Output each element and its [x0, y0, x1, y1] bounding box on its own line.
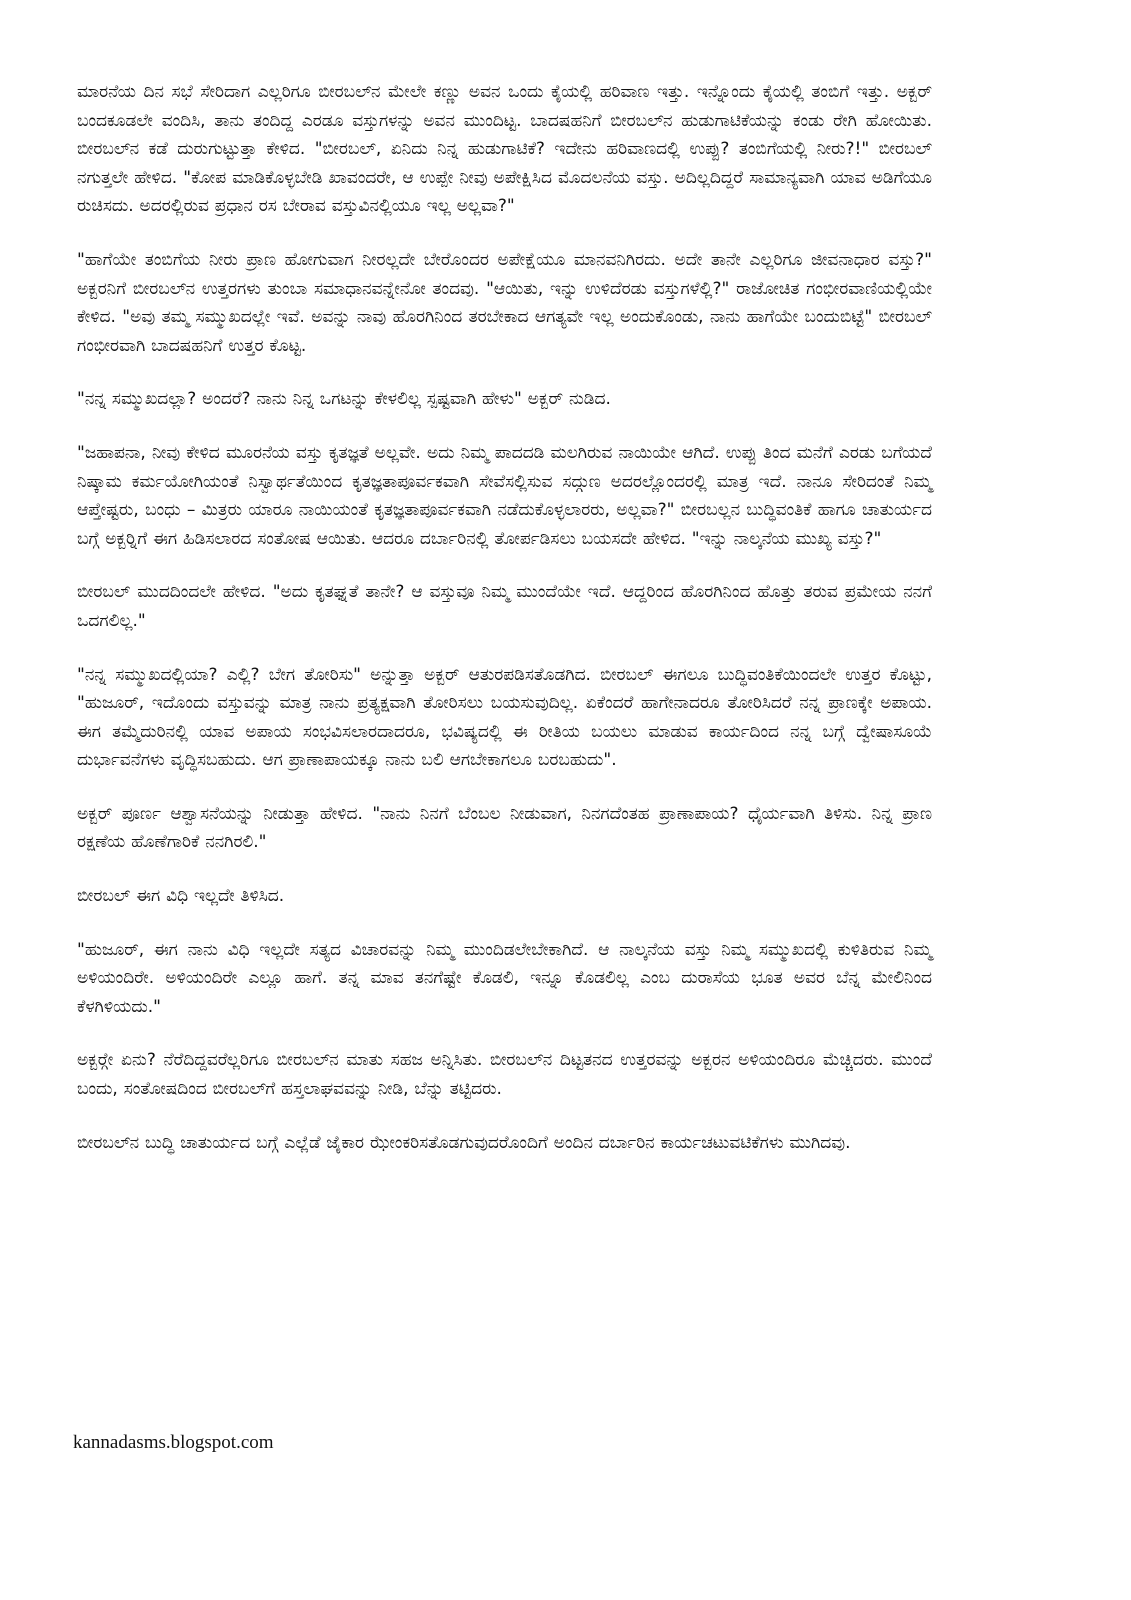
paragraph: "ಹುಜೂರ್, ಈಗ ನಾನು ವಿಧಿ ಇಲ್ಲದೇ ಸತ್ಯದ ವಿಚಾರವನ್ನು ನಿಮ್ಮ ಮುಂದಿಡಲೇಬೇಕಾಗಿದೆ. ಆ ನಾಲ್ಕನೆಯ ವಸ್ತು ನಿಮ್ಮ ಸಮ್ಮುಖದಲ್ಲಿ ಕುಳಿತಿರುವ ನಿಮ್ಮ ಅಳಿಯಂದಿರೇ. ಅಳಿಯಂದಿರೇ ಎಲ್ಲೂ ಹಾಗೆ. ತನ್ನ ಮಾವ ತನಗೆಷ್ಟೇ ಕೊಡಲಿ, ಇನ್ನೂ ಕೊಡಲಿಲ್ಲ ಎಂಬ ದುರಾಸೆಯ ಭೂತ ಅವರ ಬೆನ್ನ ಮೇಲಿನಿಂದ ಕೆಳಗಿಳಿಯದು." — [77, 939, 932, 1017]
paragraph: "ಜಹಾಪನಾ, ನೀವು ಕೇಳಿದ ಮೂರನೆಯ ವಸ್ತು ಕೃತಜ್ಞತೆ ಅಲ್ಲವೇ. ಅದು ನಿಮ್ಮ ಪಾದದಡಿ ಮಲಗಿರುವ ನಾಯಿಯೇ ಆಗಿದೆ. ಉಪ್ಪು ತಿಂದ ಮನೆಗೆ ಎರಡು ಬಗೆಯದೆ ನಿಷ್ಕಾಮ ಕರ್ಮಯೋಗಿಯಂತೆ ನಿಸ್ವಾರ್ಥತೆಯಿಂದ ಕೃತಜ್ಞತಾಪೂರ್ವಕವಾಗಿ ಸೇವೆಸಲ್ಲಿಸುವ ಸದ್ಗುಣ ಅದರಲ್ಲೊಂದರಲ್ಲಿ ಮಾತ್ರ ಇದೆ. ನಾನೂ ಸೇರಿದಂತೆ ನಿಮ್ಮ ಆಪ್ತೇಷ್ಟರು, ಬಂಧು – ಮಿತ್ರರು ಯಾರೂ ನಾಯಿಯಂತೆ ಕೃತಜ್ಞತಾಪೂರ್ವಕವಾಗಿ ನಡೆದುಕೊಳ್ಳಲಾರರು, ಅಲ್ಲವಾ?" ಬೀರಬಲ್ಲನ ಬುದ್ಧಿವಂತಿಕೆ ಹಾಗೂ ಚಾತುರ್ಯದ ಬಗ್ಗೆ ಅಕ್ಬರ್‍ನಿಗೆ ಈಗ ಹಿಡಿಸಲಾರದ ಸಂತೋಷ ಆಯಿತು. ಆದರೂ ದರ್ಬಾರಿನಲ್ಲಿ ತೋರ್ಪಡಿಸಲು ಬಯಸದೇ ಹೇಳಿದ. "ಇನ್ನು ನಾಲ್ಕನೆಯ ಮುಖ್ಯ ವಸ್ತು?" — [77, 442, 932, 549]
footer-source-link: kannadasms.blogspot.com — [73, 1432, 274, 1453]
paragraph: ಅಕ್ಬರ್ ಪೂರ್ಣ ಆಶ್ವಾಸನೆಯನ್ನು ನೀಡುತ್ತಾ ಹೇಳಿದ. "ನಾನು ನಿನಗೆ ಬೆಂಬಲ ನೀಡುವಾಗ, ನಿನಗದೆಂತಹ ಪ್ರಾಣಾಪಾಯ? ಧೈರ್ಯವಾಗಿ ತಿಳಿಸು. ನಿನ್ನ ಪ್ರಾಣ ರಕ್ಷಣೆಯ ಹೊಣೆಗಾರಿಕೆ ನನಗಿರಲಿ." — [77, 803, 932, 853]
paragraph: ಮಾರನೆಯ ದಿನ ಸಭೆ ಸೇರಿದಾಗ ಎಲ್ಲರಿಗೂ ಬೀರಬಲ್‍ನ ಮೇಲೇ ಕಣ್ಣು ಅವನ ಒಂದು ಕೈಯಲ್ಲಿ ಹರಿವಾಣ ಇತ್ತು. ಇನ್ನೊಂದು ಕೈಯಲ್ಲಿ ತಂಬಿಗೆ ಇತ್ತು. ಅಕ್ಬರ್ ಬಂದಕೂಡಲೇ ವಂದಿಸಿ, ತಾನು ತಂದಿದ್ದ ಎರಡೂ ವಸ್ತುಗಳನ್ನು ಅವನ ಮುಂದಿಟ್ಟ. ಬಾದಷಹನಿಗೆ ಬೀರಬಲ್‍ನ ಹುಡುಗಾಟಿಕೆಯನ್ನು ಕಂಡು ರೇಗಿ ಹೋಯಿತು. ಬೀರಬಲ್‍ನ ಕಡೆ ದುರುಗುಟ್ಟುತ್ತಾ ಕೇಳಿದ. "ಬೀರಬಲ್, ಏನಿದು ನಿನ್ನ ಹುಡುಗಾಟಿಕೆ? ಇದೇನು ಹರಿವಾಣದಲ್ಲಿ ಉಪ್ಪು? ತಂಬಿಗೆಯಲ್ಲಿ ನೀರು?!" ಬೀರಬಲ್ ನಗುತ್ತಲೇ ಹೇಳಿದ. "ಕೋಪ ಮಾಡಿಕೊಳ್ಳಬೇಡಿ ಖಾವಂದರೇ, ಆ ಉಪ್ಪೇ ನೀವು ಅಪೇಕ್ಷಿಸಿದ ಮೊದಲನೆಯ ವಸ್ತು. ಅದಿಲ್ಲದಿದ್ದರೆ ಸಾಮಾನ್ಯವಾಗಿ ಯಾವ ಅಡಿಗೆಯೂ ರುಚಿಸದು. ಅದರಲ್ಲಿರುವ ಪ್ರಧಾನ ರಸ ಬೇರಾವ ವಸ್ತುವಿನಲ್ಲಿಯೂ ಇಲ್ಲ ಅಲ್ಲವಾ?" — [77, 82, 932, 217]
paragraph: "ನನ್ನ ಸಮ್ಮುಖದಲ್ಲಿಯಾ? ಎಲ್ಲಿ? ಬೇಗ ತೋರಿಸು" ಅನ್ನುತ್ತಾ ಅಕ್ಬರ್ ಆತುರಪಡಿಸತೊಡಗಿದ. ಬೀರಬಲ್ ಈಗಲೂ ಬುದ್ಧಿವಂತಿಕೆಯಿಂದಲೇ ಉತ್ತರ ಕೊಟ್ಟು, "ಹುಜೂರ್, ಇದೊಂದು ವಸ್ತುವನ್ನು ಮಾತ್ರ ನಾನು ಪ್ರತ್ಯಕ್ಷವಾಗಿ ತೋರಿಸಲು ಬಯಸುವುದಿಲ್ಲ. ಏಕೆಂದರೆ ಹಾಗೇನಾದರೂ ತೋರಿಸಿದರೆ ನನ್ನ ಪ್ರಾಣಕ್ಕೇ ಅಪಾಯ. ಈಗ ತಮ್ಮೆದುರಿನಲ್ಲಿ ಯಾವ ಅಪಾಯ ಸಂಭವಿಸಲಾರದಾದರೂ, ಭವಿಷ್ಯದಲ್ಲಿ ಈ ರೀತಿಯ ಬಯಲು ಮಾಡುವ ಕಾರ್ಯದಿಂದ ನನ್ನ ಬಗ್ಗೆ ದ್ವೇಷಾಸೂಯೆ ದುರ್ಭಾವನೆಗಳು ವೃದ್ಧಿಸಬಹುದು. ಆಗ ಪ್ರಾಣಾಪಾಯಕ್ಕೂ ನಾನು ಬಲಿ ಆಗಬೇಕಾಗಲೂ ಬರಬಹುದು". — [77, 664, 932, 771]
paragraph: "ಹಾಗೆಯೇ ತಂಬಿಗೆಯ ನೀರು ಪ್ರಾಣ ಹೋಗುವಾಗ ನೀರಲ್ಲದೇ ಬೇರೊಂದರ ಅಪೇಕ್ಷೆಯೂ ಮಾನವನಿಗಿರದು. ಅದೇ ತಾನೇ ಎಲ್ಲರಿಗೂ ಜೀವನಾಧಾರ ವಸ್ತು?" ಅಕ್ಬರನಿಗೆ ಬೀರಬಲ್‍ನ ಉತ್ತರಗಳು ತುಂಬಾ ಸಮಾಧಾನವನ್ನೇನೋ ತಂದವು. "ಆಯಿತು, ಇನ್ನು ಉಳಿದೆರಡು ವಸ್ತುಗಳೆಲ್ಲಿ?" ರಾಜೋಚಿತ ಗಂಭೀರವಾಣಿಯಲ್ಲಿಯೇ ಕೇಳಿದ. "ಅವು ತಮ್ಮ ಸಮ್ಮುಖದಲ್ಲೇ ಇವೆ. ಅವನ್ನು ನಾವು ಹೊರಗಿನಿಂದ ತರಬೇಕಾದ ಆಗತ್ಯವೇ ಇಲ್ಲ ಅಂದುಕೊಂಡು, ನಾನು ಹಾಗೆಯೇ ಬಂದುಬಿಟ್ಟೆ" ಬೀರಬಲ್ ಗಂಭೀರವಾಗಿ ಬಾದಷಹನಿಗೆ ಉತ್ತರ ಕೊಟ್ಟ. — [77, 249, 932, 356]
paragraph: ಬೀರಬಲ್ ಈಗ ವಿಧಿ ಇಲ್ಲದೇ ತಿಳಿಸಿದ. — [77, 886, 285, 907]
paragraph: ಅಕ್ಬರ್‍ಗೇ ಏನು? ನೆರೆದಿದ್ದವರೆಲ್ಲರಿಗೂ ಬೀರಬಲ್‍ನ ಮಾತು ಸಹಜ ಅನ್ನಿಸಿತು. ಬೀರಬಲ್‍ನ ದಿಟ್ಟತನದ ಉತ್ತರವನ್ನು ಅಕ್ಬರನ ಅಳಿಯಂದಿರೂ ಮೆಚ್ಚಿದರು. ಮುಂದೆ ಬಂದು, ಸಂತೋಷದಿಂದ ಬೀರಬಲ್‍ಗೆ ಹಸ್ತಲಾಘವವನ್ನು ನೀಡಿ, ಬೆನ್ನು ತಟ್ಟಿದರು. — [77, 1050, 932, 1100]
paragraph: ಬೀರಬಲ್ ಮುದದಿಂದಲೇ ಹೇಳಿದ. "ಅದು ಕೃತಘ್ನತೆ ತಾನೇ? ಆ ವಸ್ತುವೂ ನಿಮ್ಮ ಮುಂದೆಯೇ ಇದೆ. ಆದ್ದರಿಂದ ಹೊರಗಿನಿಂದ ಹೊತ್ತು ತರುವ ಪ್ರಮೇಯ ನನಗೆ ಒದಗಲಿಲ್ಲ." — [77, 582, 932, 631]
story-body — [77, 78, 932, 1182]
paragraph: ಬೀರಬಲ್‍ನ ಬುದ್ಧಿ ಚಾತುರ್ಯದ ಬಗ್ಗೆ ಎಲ್ಲೆಡೆ ಜೈಕಾರ ಝೇಂಕರಿಸತೊಡಗುವುದರೊಂದಿಗೆ ಅಂದಿನ ದರ್ಬಾರಿನ ಕಾರ್ಯಚಟುವಟಿಕೆಗಳು ಮುಗಿದವು. — [77, 1132, 851, 1153]
paragraph: "ನನ್ನ ಸಮ್ಮುಖದಲ್ಲಾ? ಅಂದರೆ? ನಾನು ನಿನ್ನ ಒಗಟನ್ನು ಕೇಳಲಿಲ್ಲ ಸ್ಪಷ್ಟವಾಗಿ ಹೇಳು" ಅಕ್ಬರ್ ನುಡಿದ. — [77, 389, 611, 410]
